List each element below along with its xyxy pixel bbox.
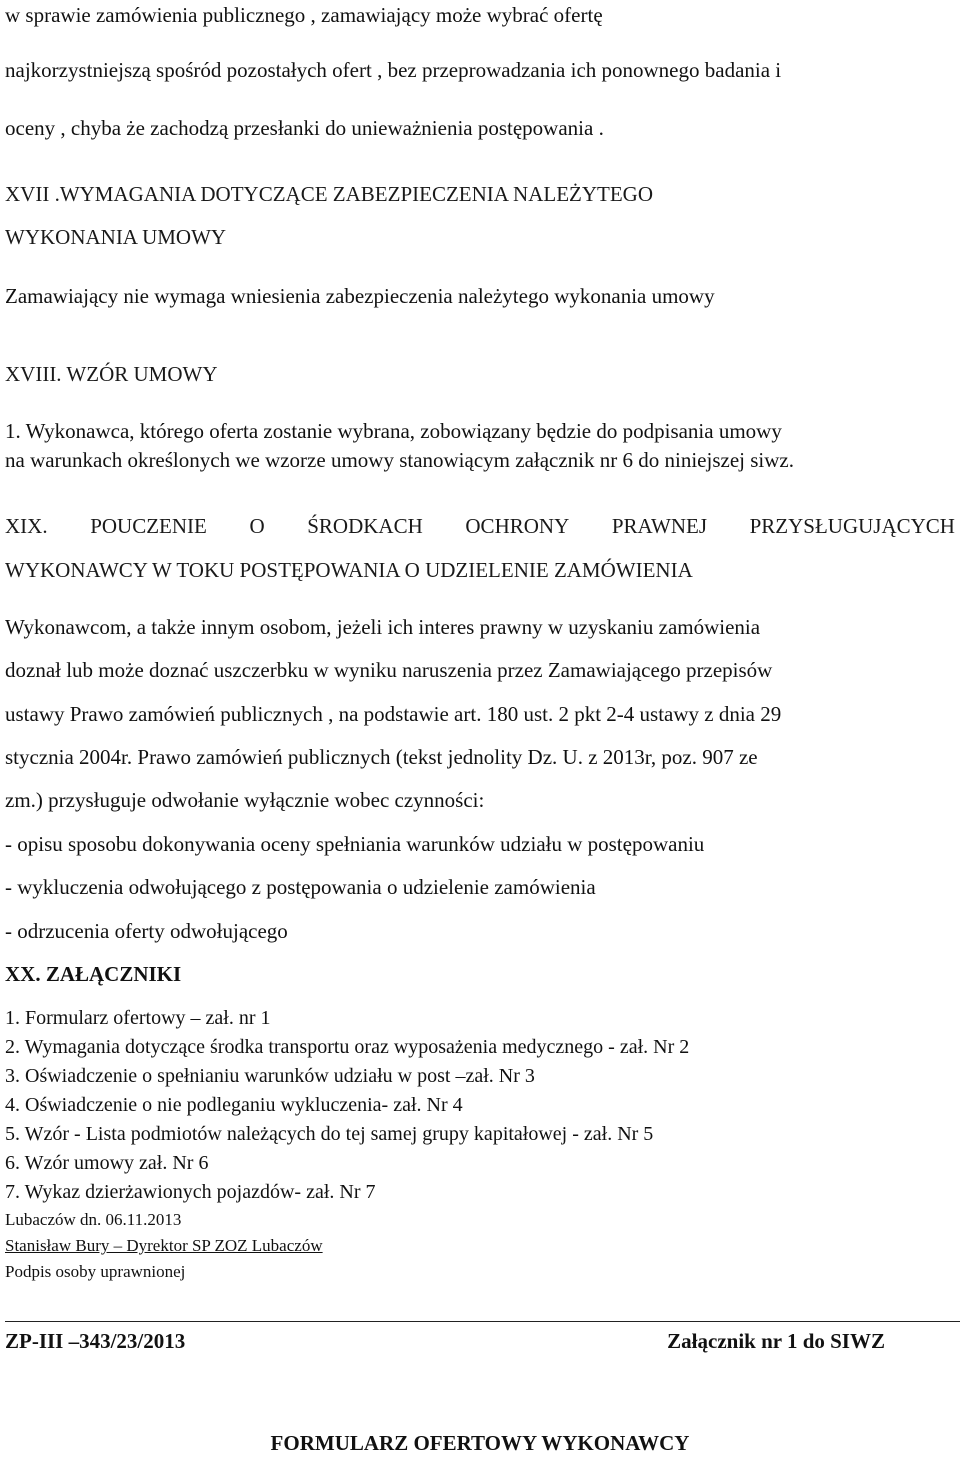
- footer-divider: [5, 1321, 960, 1322]
- section-19-heading-word: OCHRONY: [465, 514, 570, 538]
- section-19-heading-word: POUCZENIE: [90, 514, 207, 538]
- section-19-list-item: - odrzucenia oferty odwołującego: [5, 919, 288, 943]
- section-19-body-line: zm.) przysługuje odwołanie wyłącznie wobec czynności:: [5, 788, 485, 812]
- attachment-item: 2. Wymagania dotyczące środka transportu oraz wyposażenia medycznego - zał. Nr 2: [5, 1036, 690, 1058]
- signatory-name: Stanisław Bury – Dyrektor SP ZOZ Lubaczów: [5, 1236, 323, 1255]
- section-19-list-item: - opisu sposobu dokonywania oceny spełniania warunków udziału w postępowaniu: [5, 832, 705, 856]
- section-19-heading-word: XIX.: [5, 514, 48, 538]
- section-19-body-line: ustawy Prawo zamówień publicznych , na podstawie art. 180 ust. 2 pkt 2-4 ustawy z dnia 29: [5, 702, 782, 726]
- section-19-heading-word: PRZYSŁUGUJĄCYCH: [749, 514, 955, 538]
- section-17-heading-line-1: XVII .WYMAGANIA DOTYCZĄCE ZABEZPIECZENIA NALEŻYTEGO: [5, 182, 653, 206]
- section-17-body: Zamawiający nie wymaga wniesienia zabezpieczenia należytego wykonania umowy: [5, 284, 715, 308]
- section-19-heading-word: PRAWNEJ: [611, 514, 707, 538]
- intro-line-1: w sprawie zamówienia publicznego , zamawiający może wybrać ofertę: [5, 3, 603, 27]
- attachment-item: 6. Wzór umowy zał. Nr 6: [5, 1152, 209, 1174]
- form-title: FORMULARZ OFERTOWY WYKONAWCY: [270, 1431, 690, 1455]
- section-19-heading-line-1: [5, 513, 955, 539]
- place-date: Lubaczów dn. 06.11.2013: [5, 1210, 182, 1229]
- section-19-heading-word: ŚRODKACH: [307, 514, 423, 538]
- attachment-item: 4. Oświadczenie o nie podleganiu wykluczenia- zał. Nr 4: [5, 1094, 463, 1116]
- attachment-label: Załącznik nr 1 do SIWZ: [667, 1329, 885, 1353]
- section-19-heading-line-2: WYKONAWCY W TOKU POSTĘPOWANIA O UDZIELENIE ZAMÓWIENIA: [5, 558, 693, 582]
- section-19-body-line: stycznia 2004r. Prawo zamówień publicznych (tekst jednolity Dz. U. z 2013r, poz. 907 ze: [5, 745, 758, 769]
- intro-line-3: oceny , chyba że zachodzą przesłanki do unieważnienia postępowania .: [5, 116, 604, 140]
- section-19-body-line: doznał lub może doznać uszczerbku w wyniku naruszenia przez Zamawiającego przepisów: [5, 658, 773, 682]
- section-19-heading-word: O: [249, 514, 265, 538]
- attachment-item: 3. Oświadczenie o spełnianiu warunków udziału w post –zał. Nr 3: [5, 1065, 535, 1087]
- attachment-item: 5. Wzór - Lista podmiotów należących do tej samej grupy kapitałowej - zał. Nr 5: [5, 1123, 654, 1145]
- section-20-heading: XX. ZAŁĄCZNIKI: [5, 962, 182, 986]
- section-18-body-line-1: 1. Wykonawca, którego oferta zostanie wybrana, zobowiązany będzie do podpisania umowy: [5, 419, 782, 443]
- signature-caption: Podpis osoby uprawnionej: [5, 1262, 186, 1281]
- section-19-list-item: - wykluczenia odwołującego z postępowania o udzielenie zamówienia: [5, 875, 596, 899]
- attachment-item: 1. Formularz ofertowy – zał. nr 1: [5, 1007, 271, 1029]
- reference-number: ZP-III –343/23/2013: [5, 1329, 186, 1353]
- intro-line-2: najkorzystniejszą spośród pozostałych ofert , bez przeprowadzania ich ponownego badania i: [5, 58, 782, 82]
- section-18-heading: XVIII. WZÓR UMOWY: [5, 362, 218, 386]
- section-17-heading-line-2: WYKONANIA UMOWY: [5, 225, 227, 249]
- attachment-item: 7. Wykaz dzierżawionych pojazdów- zał. Nr 7: [5, 1181, 376, 1203]
- section-18-body-line-2: na warunkach określonych we wzorze umowy stanowiącym załącznik nr 6 do niniejszej siwz.: [5, 448, 794, 472]
- footer-row: [5, 1327, 885, 1355]
- section-19-body-line: Wykonawcom, a także innym osobom, jeżeli ich interes prawny w uzyskaniu zamówienia: [5, 615, 761, 639]
